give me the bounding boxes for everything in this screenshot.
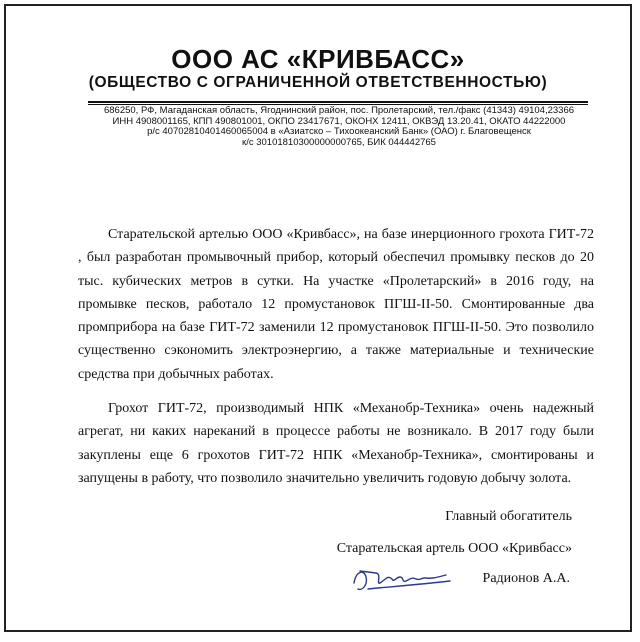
requisites-address: 686250, РФ, Магаданская область, Ягоднинский район, пос. Пролетарский, тел./факс (41343) 49104,23366 [103, 105, 575, 116]
header-rule [88, 101, 588, 103]
company-name: ООО АС «КРИВБАСС» [171, 44, 465, 74]
signer-company: Старательская артель ООО «Кривбасс» [336, 541, 572, 556]
signer-position: Главный обогатитель [445, 509, 572, 524]
company-legal-form: (ОБЩЕСТВО С ОГРАНИЧЕННОЙ ОТВЕТСТВЕННОСТЬЮ) [88, 74, 548, 91]
company-requisites [86, 106, 592, 148]
signer-name: Радионов А.А. [482, 571, 570, 586]
body-paragraph-2: Грохот ГИТ-72, производимый НПК «Механобр-Техника» очень надежный агрегат, ни каких нареканий в процессе работы не возникало. В 2017 году были закуплены еще 6 грохотов ГИТ-72 НПК «Механобр-Техника», смонтированы и запущены в работу, что позволило значительно увеличить годовую добычу золота. [78, 401, 594, 486]
requisites-bank-account: р/с 40702810401460065004 в «Азиатско – Тихоокеанский Банк» (ОАО) г. Благовещенск [147, 126, 531, 137]
requisites-tax-ids: ИНН 4908001165, КПП 490801001, ОКПО 23417671, ОКОНХ 12411, ОКВЭД 13.20.41, ОКАТО 44222000 [112, 115, 566, 127]
letter-page [4, 4, 632, 632]
handwritten-signature [346, 561, 456, 597]
letter-body [78, 223, 594, 490]
requisites-correspondent-account: к/с 30101810300000000765, БИК 044442765 [242, 136, 436, 148]
body-paragraph-1: Старательской артелью ООО «Кривбасс», на базе инерционного грохота ГИТ-72 , был разработан промывочный прибор, который обеспечил промывку песков до 20 тыс. кубических метров в сутки. На участке «Пролетарский» в 2016 году, на промывке песков, работало 12 промустановок ПГШ-II-50. Смонтированные два промприбора на базе ГИТ-72 заменили 12 промустановок ПГШ-II-50. Это позволило существенно сэкономить электроэнергию, а также материальные и технические средства при добычных работах. [78, 227, 594, 382]
